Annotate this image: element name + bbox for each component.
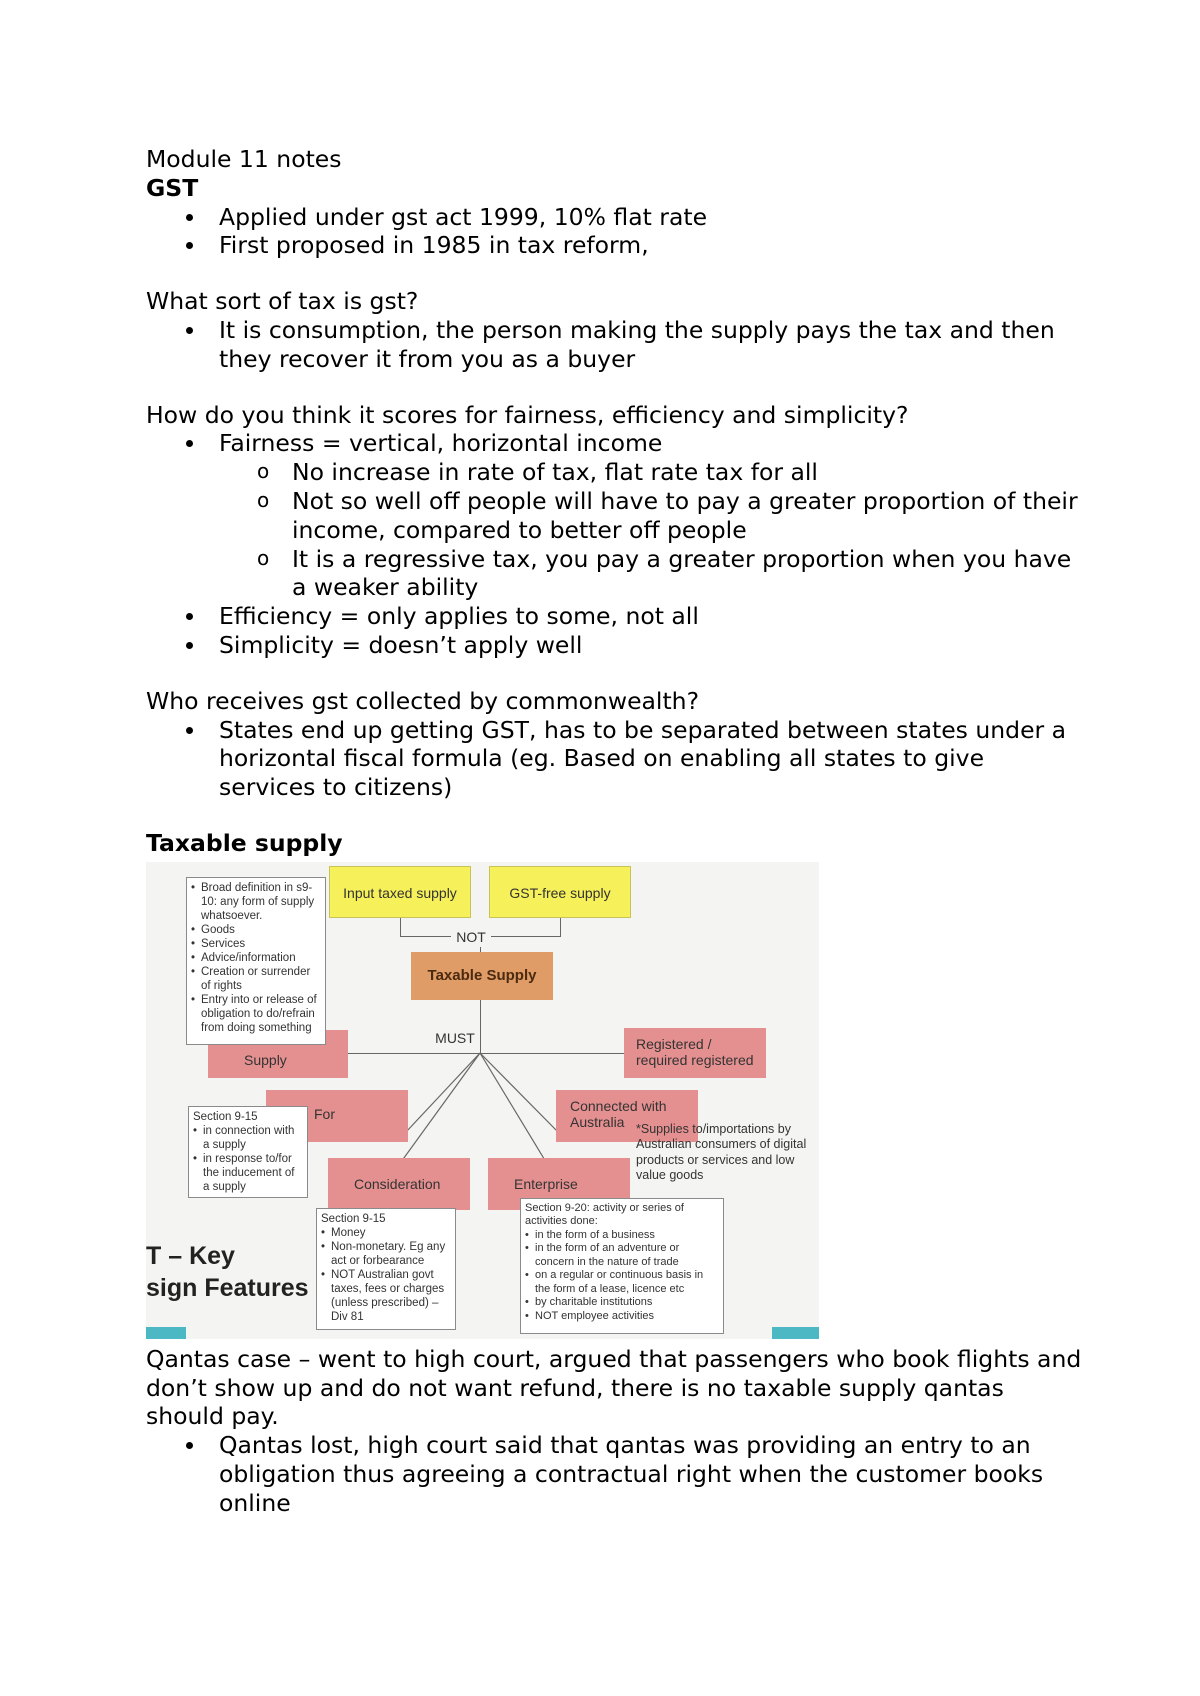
note-item: • Services <box>191 937 321 951</box>
q3-bullets <box>146 716 1086 802</box>
slide-footer-bar-left <box>146 1327 186 1339</box>
for-label: For <box>314 1105 335 1122</box>
consideration-box <box>328 1158 470 1210</box>
note-item: • Advice/information <box>191 951 321 965</box>
slide-footer-bar-right <box>772 1327 819 1339</box>
question-scores: How do you think it scores for fairness, efficiency and simplicity? <box>146 400 909 429</box>
document-page <box>146 145 1089 1518</box>
registered-box <box>624 1028 766 1078</box>
note-item: • Creation or surrender of rights <box>191 965 321 993</box>
list-item: It is consumption, the person making the supply pays the tax and then they recover it from you as a buyer <box>146 316 1086 374</box>
note-title: Section 9-15 <box>321 1212 386 1225</box>
note-item: • in response to/for the inducement of a supply <box>193 1152 303 1194</box>
list-item: Applied under gst act 1999, 10% flat rate <box>146 203 1086 232</box>
note-item: • NOT Australian govt taxes, fees or charges (unless prescribed) – Div 81 <box>321 1268 451 1324</box>
note-item: • NOT employee activities <box>525 1310 719 1324</box>
list-item <box>146 429 1086 602</box>
input-taxed-supply-label: Input taxed supply <box>343 884 457 901</box>
qantas-paragraph: Qantas case – went to high court, argued that passengers who book flights and don’t show up and do not want refund, there is no taxable supply qantas should pay. <box>146 1344 1089 1431</box>
enterprise-label: Enterprise <box>514 1175 578 1192</box>
list-item: First proposed in 1985 in tax reform, <box>146 231 1086 260</box>
sub-item-text: Not so well off people will have to pay a greater proportion of their income, compared to better off people <box>292 486 1078 544</box>
q2-bullets <box>146 429 1086 659</box>
slide-title-line-1: T – Key <box>146 1241 235 1270</box>
fairness-subbullets <box>219 458 1086 602</box>
gst-heading: GST <box>146 173 199 202</box>
question-receives: Who receives gst collected by commonwealth? <box>146 686 700 715</box>
supply-note <box>186 877 326 1045</box>
note-item: • in connection with a supply <box>193 1124 303 1152</box>
registered-label: Registered / required registered <box>636 1035 754 1068</box>
list-item: o It is a regressive tax, you pay a greater proportion when you have a weaker ability <box>257 544 1072 602</box>
note-title: Section 9-20: activity or series of activities done: <box>525 1201 684 1228</box>
note-item: • in the form of an adventure or concern in the nature of trade <box>525 1242 719 1269</box>
note-item: • Non-monetary. Eg any act or forbearance <box>321 1240 451 1268</box>
must-label: MUST <box>435 1029 475 1046</box>
connected-note: *Supplies to/importations by Australian consumers of digital products or services and low value goods <box>636 1121 807 1183</box>
note-item: • Entry into or release of obligation to do/refrain from doing something <box>191 993 321 1035</box>
note-item: • Money <box>321 1226 451 1240</box>
taxable-supply-diagram <box>146 862 819 1339</box>
list-item: Efficiency = only applies to some, not all <box>146 602 1086 631</box>
doc-title: Module 11 notes <box>146 145 342 173</box>
consideration-note <box>316 1208 456 1330</box>
note-item: • on a regular or continuous basis in the form of a lease, licence etc <box>525 1269 719 1296</box>
list-item: Simplicity = doesn’t apply well <box>146 631 1086 660</box>
gst-free-supply-box <box>489 866 631 918</box>
list-item: States end up getting GST, has to be separated between states under a horizontal fiscal formula (eg. Based on enabling all states to give services to citizens) <box>146 716 1086 802</box>
fairness-text: Fairness = vertical, horizontal income <box>219 429 663 458</box>
connected-label: Connected with Australia <box>570 1097 667 1130</box>
taxable-supply-box <box>411 952 553 1000</box>
sub-item-text: It is a regressive tax, you pay a greater proportion when you have a weaker ability <box>292 544 1072 602</box>
note-item: • Goods <box>191 923 321 937</box>
consideration-label: Consideration <box>354 1175 441 1192</box>
note-title: Section 9-15 <box>193 1110 258 1123</box>
for-note <box>188 1106 308 1198</box>
qantas-bullets <box>146 1431 1086 1517</box>
q1-bullets <box>146 316 1086 374</box>
taxable-supply-heading: Taxable supply <box>146 828 343 857</box>
note-item: • Broad definition in s9-10: any form of supply whatsoever. <box>191 881 321 923</box>
list-item: Qantas lost, high court said that qantas was providing an entry to an obligation thus agreeing a contractual right when the customer books online <box>146 1431 1086 1517</box>
sub-item-text: No increase in rate of tax, flat rate tax for all <box>292 458 818 487</box>
slide-title-line-2: sign Features <box>146 1273 309 1302</box>
supply-label: Supply <box>244 1051 287 1068</box>
note-item: • by charitable institutions <box>525 1296 719 1310</box>
input-taxed-supply-box <box>329 866 471 918</box>
taxable-supply-label: Taxable Supply <box>427 966 537 984</box>
gst-bullets <box>146 203 1086 261</box>
list-item: o No increase in rate of tax, flat rate tax for all <box>257 458 818 487</box>
list-item: o Not so well off people will have to pay a greater proportion of their income, compared to better off people <box>257 486 1078 544</box>
enterprise-note <box>520 1198 724 1334</box>
not-label: NOT <box>451 929 491 947</box>
gst-free-supply-label: GST-free supply <box>509 884 611 901</box>
question-tax-type: What sort of tax is gst? <box>146 287 419 316</box>
note-item: • in the form of a business <box>525 1229 719 1243</box>
